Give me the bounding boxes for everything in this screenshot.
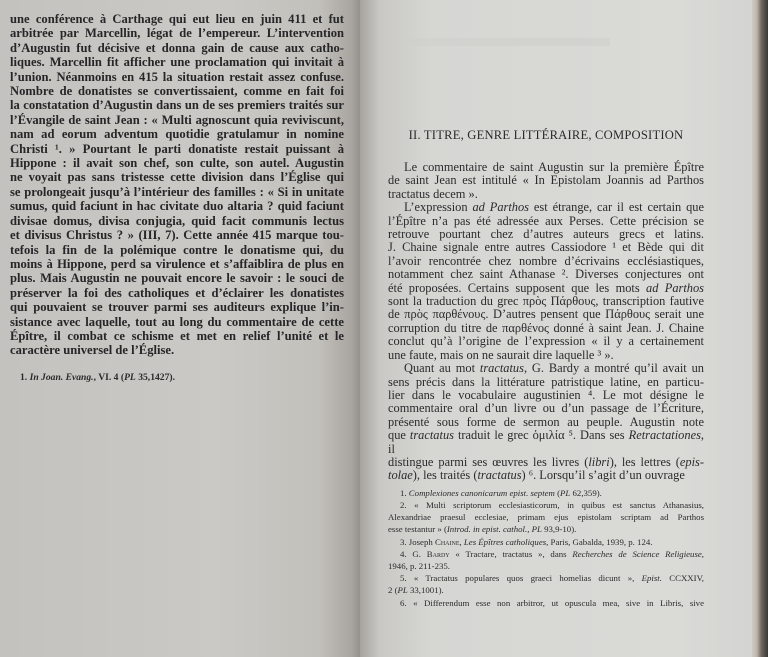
text-run: 6. « Differendum esse non arbitror, ut opuscula mea, sive in Libris, sive [400,597,704,608]
left-page-column [10,12,344,384]
text-line [388,282,704,295]
text-run: , G. Bardy a montré qu’il avait un [523,361,704,376]
text-line [388,161,704,174]
text-run: conclut qu’à l’origine de l’expression « il y a certainement [388,334,704,349]
text-line [10,41,344,55]
text-line [388,241,704,254]
right-page-body-text [388,161,704,483]
text-run: Nombre de donatistes se convertissaient, comme en fait foi [10,84,344,99]
paragraph [388,362,704,483]
text-line [10,55,344,69]
text-line [388,322,704,335]
text-line [10,142,344,156]
italic-text-run: tractatus [479,361,524,376]
italic-text-run: PL [397,585,408,596]
text-line [388,499,704,511]
text-run: traduit le grec ὁμιλία ⁵. Dans ses [453,428,629,443]
text-run: une faute, mais on ne saurait dire laquelle ³ ». [388,347,614,362]
text-line [10,343,344,357]
text-run: 3. Joseph [400,536,435,547]
text-run: commentaire oral d’un livre ou d’un passage de l’Écriture, [388,401,704,416]
text-run: ), les traités ( [412,468,478,483]
italic-text-run: PL [560,487,571,498]
text-run: 4. G. [400,548,427,559]
text-line [10,372,344,384]
text-run: l’avoir rencontrée chez nombre d’écrivains ecclésiastiques, [388,253,704,268]
text-run: l’Épître n’a pas été adressée aux Perses. Cette précision se [388,213,704,228]
text-run: retrouve pourtant chez d’autres auteurs grecs et latins. [388,227,704,242]
text-line [10,26,344,40]
italic-text-run: Retractationes [628,428,701,443]
text-run: 1. [400,487,409,498]
italic-text-run: PL [531,524,542,535]
text-line [388,376,704,389]
text-line [10,98,344,112]
text-run: nam ad eorum adventum quotidie gratulamur in nomine [10,127,344,142]
text-line [10,70,344,84]
text-line [388,597,704,609]
text-run: l’Évangile de saint Jean : « Multi agnoscunt quia reviviscunt, [10,112,344,127]
text-line [10,127,344,141]
text-run: tefois la fin de la polémique contre le donatisme qui, du [10,242,344,257]
text-run: J. Chaine signale entre autres Cassiodore ¹ et Bède qui dit [388,240,704,255]
text-run: se prolongeait jusqu’à l’intérieur des familles : « Si in unitate [10,184,344,199]
italic-text-run: Introd. in epist. cathol. [446,524,528,535]
text-line [388,188,704,201]
text-run: de πρὸς παρθένους. D’autres pensent que Πάρθους serait une [388,307,704,322]
text-line [10,214,344,228]
text-line [388,201,704,214]
text-run: 2. « Multi scriptorum ecclesiasticorum, in quibus est sanctus Athanasius, [400,499,704,510]
paragraph [388,548,704,572]
text-run: et divisus Christus ? » (III, 7). Cette année 415 marque tou- [10,228,344,243]
text-run: de saint Jean est intitulé « In Epistolam Joannis ad Parthos [388,173,704,188]
italic-text-run: tractatus [409,428,454,443]
text-run: moins à Hippone, perd sa virulence et s’affaiblira de plus en [10,256,344,271]
text-run: plus. Mais Augustin ne pouvait encore le savoir : le souci de [10,271,344,286]
text-line [10,300,344,314]
italic-text-run: In Joan. Evang. [29,371,94,383]
italic-text-run: Les Épîtres catholiques [463,536,547,547]
text-run: Épître, il combat ce schisme et met en relief l’unité et le [10,328,344,343]
text-run: , [701,548,704,559]
text-line [10,286,344,300]
text-line [388,523,704,535]
paragraph [388,572,704,596]
text-run: sont la traduction du grec πρὸς Πάρθους, transcription fautive [388,294,704,309]
text-line [388,456,704,469]
paragraph [388,499,704,536]
text-line [388,584,704,596]
text-line [388,362,704,375]
text-run: CCXXIV, [661,573,704,584]
text-line [388,349,704,362]
text-run: ( [554,487,561,498]
text-run: corruption du titre de παρθένος donné à saint Jean. J. Chaine [388,320,704,335]
text-line [388,416,704,429]
paragraph [388,597,704,609]
text-line [10,185,344,199]
text-line [388,402,704,415]
text-run: sens précis dans la littérature patristique latine, en particu- [388,374,704,389]
text-run: ), les lettres ( [609,454,680,469]
right-page-column [388,127,704,609]
text-run: qui pouvaient se trouver parmi ses auditeurs explique l’in- [10,300,344,315]
text-run: ne voyait pas sans tristesse cette division dans l’Église qui [10,170,344,185]
bleed-through-header [410,38,610,46]
italic-text-run: ad Parthos [646,280,704,295]
text-line [10,257,344,271]
italic-text-run: tolae [388,468,413,483]
italic-text-run: ad Parthos [472,200,529,215]
text-line [388,228,704,241]
left-page-footnotes [10,372,344,384]
paragraph [388,487,704,499]
text-run: sistance avec laquelle, tout au long du commentaire de cette [10,314,344,329]
text-run: l’union. Néanmoins en 415 la situation restait assez confuse. [10,69,344,84]
text-run: d’Augustin fut décisive et donna gain de cause aux catho- [10,40,344,55]
text-run: Quant au mot [404,361,480,376]
text-run: que [388,428,410,443]
italic-text-run: libri [588,454,610,469]
text-run: distingue parmi ses œuvres les livres ( [388,454,589,469]
text-run: préserver la foi des catholiques et d’éclairer les donatistes [10,285,344,300]
text-run: Alexandriae praesul ecclesiae, primam ejus epistolam scriptam ad Parthos [388,512,704,523]
text-run: Hippone : il avait son chef, son culte, son autel. Augustin [10,156,344,171]
text-line [10,170,344,184]
text-line [388,215,704,228]
text-line [10,199,344,213]
text-line [388,536,704,548]
text-run: lier dans le vocabulaire augustinien ⁴. Le mot désigne le [388,387,704,402]
text-run: , Paris, Gabalda, 1939, p. 124. [546,536,653,547]
italic-text-run: Complexiones canonicarum epist. septem [408,487,555,498]
text-run: esse testantur » ( [388,524,447,535]
text-run: , [527,524,532,535]
text-line [388,572,704,584]
text-run: 1946, p. 211-235. [388,560,450,571]
text-run: , VI. 4 ( [93,371,125,383]
italic-text-run: PL [124,371,136,383]
text-run: notamment chez saint Athanase ². Diverses conjectures ont [388,267,704,282]
text-line [10,228,344,242]
text-run: « Tractare, tractatus », dans [449,548,573,559]
text-line [388,389,704,402]
text-line [388,548,704,560]
text-run: 5. « Tractatus populares quos graeci homelias dicunt », [400,573,642,584]
text-line [10,243,344,257]
text-run: 93,9-10). [541,524,577,535]
text-run: 62,359). [570,487,602,498]
paragraph [10,372,344,384]
text-line [388,469,704,482]
text-line [388,295,704,308]
text-run: 33,1001). [407,585,444,596]
text-run: divisae domus, divisa conjugia, quid facit communis lectus [10,213,344,228]
text-run: liques. Marcellin fit afficher une proclamation qui invitait à [10,55,344,70]
book-page-edge [752,0,768,657]
paragraph [388,201,704,362]
italic-text-run: Epist. [641,573,662,584]
text-run: la constatation d’Augustin dans un de ses premiers traités sur [10,98,344,113]
text-line [10,84,344,98]
italic-text-run: tractatus [477,468,522,483]
text-run: arbitrée par Marcellin, légat de l’empereur. L’intervention [10,26,344,41]
text-line [388,174,704,187]
text-run: ) ⁶. Lorsqu’il s’agit d’un ouvrage [521,468,685,483]
text-run: 2 ( [388,585,398,596]
paragraph [388,536,704,548]
text-line [10,156,344,170]
section-title: II. TITRE, GENRE LITTÉRAIRE, COMPOSITION [408,128,684,142]
paragraph [10,12,344,358]
small-caps-text-run: Chaine [434,536,460,547]
right-page-footnotes [388,487,704,609]
text-line [388,560,704,572]
text-line [10,12,344,26]
paragraph [388,161,704,201]
text-line [10,315,344,329]
text-run: été proposées. Certains supposent que les mots [388,280,647,295]
text-run: sumus, quid faciunt in hac civitate duo altaria ? quid faciunt [10,199,344,214]
text-run: caractère universel de l’Église. [10,343,175,358]
left-page-body-text [10,12,344,358]
text-run: présenté sous forme de sermon au peuple. Augustin note [388,414,704,429]
text-line [388,429,704,456]
text-run: 1. [20,371,30,383]
text-run: 35,1427). [135,371,175,383]
text-run: , il [388,428,704,456]
text-run: est étrange, car il est certain que [529,200,704,215]
text-run: L’expression [404,200,473,215]
text-line [388,487,704,499]
text-run: Le commentaire de saint Augustin sur la première Épître [404,160,704,174]
text-run: une conférence à Carthage qui eut lieu en juin 411 et fut [10,12,344,26]
text-line [388,335,704,348]
text-line [388,308,704,321]
small-caps-text-run: Bardy [426,548,450,559]
italic-text-run: epis- [679,454,704,469]
text-run: tractatus decem ». [388,186,478,201]
italic-text-run: Recherches de Science Religieuse [572,548,702,559]
text-line [10,271,344,285]
text-line [10,329,344,343]
text-line [388,511,704,523]
text-line [388,268,704,281]
text-run: , [459,536,464,547]
text-line [10,113,344,127]
text-run: Christi ¹. » Pourtant le parti donatiste restait puissant à [10,141,344,156]
text-line [388,255,704,268]
